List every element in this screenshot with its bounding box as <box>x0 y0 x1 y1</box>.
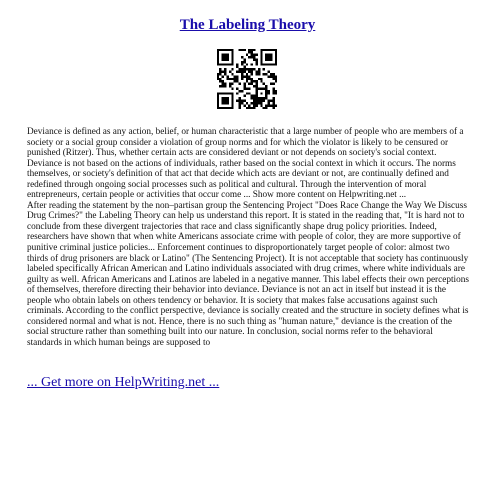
document-title-link[interactable]: The Labeling Theory <box>179 17 316 33</box>
qr-code-icon <box>212 44 282 114</box>
document-body <box>27 127 469 348</box>
body-paragraph-1: Deviance is defined as any action, belief, or human characteristic that a large number of people who are members of a society or a social group consider a violation of group norms and for which the violator is likely to be censured or punished (Ritzer). Thus, whether certain acts are considered deviant or not depends on society's social context. Deviance is not based on the actions of individuals, rather based on the social context in which it occurs. The norms themselves, or society's definition of that act that decide which acts are deviant or not, are continually defined and redefined through ongoing social processes such as political and cultural. Through the intervention of moral entrepreneurs, certain people or activities that occur come ... Show more content on Helpwriting.net ... <box>27 127 464 201</box>
get-more-link[interactable]: ... Get more on HelpWriting.net ... <box>27 375 220 390</box>
body-paragraph-2: After reading the statement by the non–partisan group the Sentencing Project "Does Race Change the Way We Discuss Drug Crimes?" the Labeling Theory can help us understand this report. It is stated in the reading that, "It is hard not to conclude from these divergent trajectories that race and class significantly shape drug policy priorities. Indeed, researchers have shown that when white Americans associate crime with people of color, they are more supportive of punitive criminal justice policies... Enforcement continues to disproportionately target people of color: almost two thirds of drug prisoners are black or Latino" (The Sentencing Project). It is not acceptable that society has continuously labeled specifically African American and Latino individuals associated with drug crimes, where white individuals are guilty as well. African Americans and Latinos are labeled in a negative manner. This label effects their own perceptions of themselves, therefore directing their behavior into deviance. Deviance is not an act in itself but instead it is the people who obtain labels on others tendency or behavior. It is society that makes false accusations against such criminals. According to the conflict perspective, deviance is socially created and the structure in society defines what is considered normal and what is not. Hence, there is no such thing as "human nature," deviance is the creation of the social structure rather than something built into our nature. In conclusion, social norms refer to the behavioral standards in which human beings are supposed to <box>27 200 469 348</box>
